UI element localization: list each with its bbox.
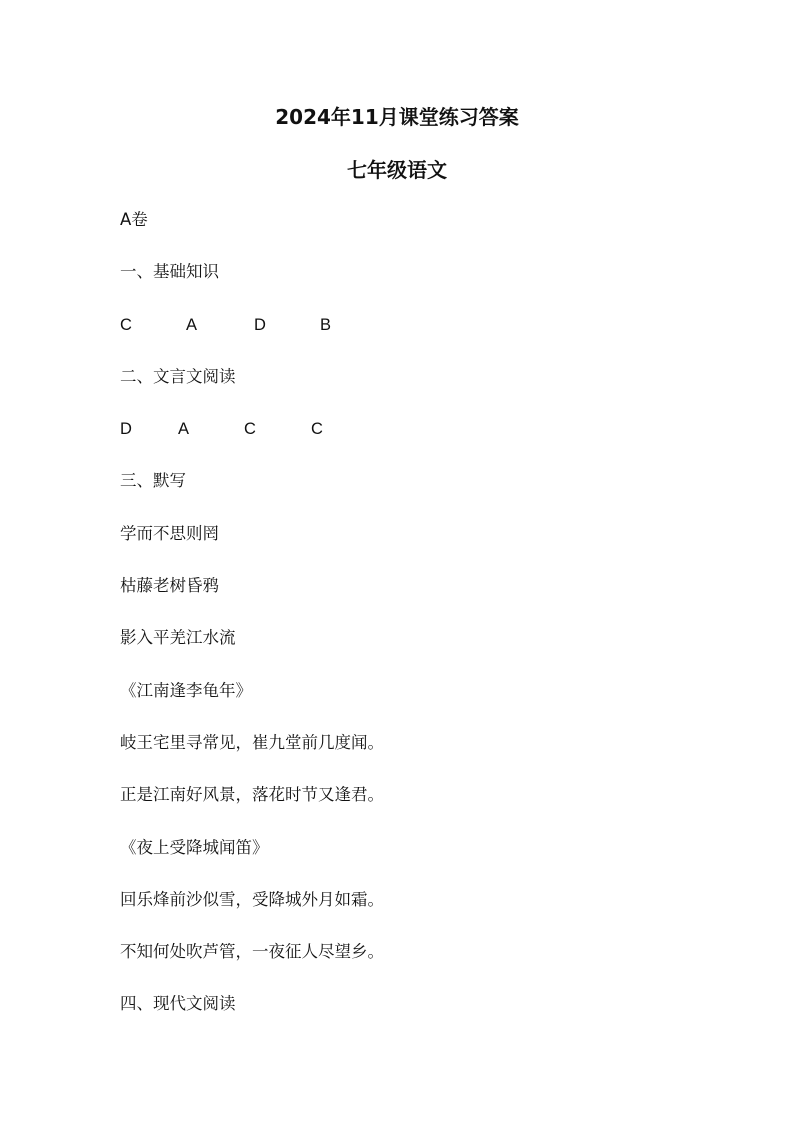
dictation-line: 影入平羌江水流 [120,628,236,648]
section-label-a: A卷 [120,210,148,229]
poem-line: 不知何处吹芦管，一夜征人尽望乡。 [120,942,384,962]
poem-line: 正是江南好风景，落花时节又逢君。 [120,785,384,805]
answer-item: D [254,315,266,334]
answer-item: A [186,315,198,334]
answer-item: C [120,315,132,334]
answer-content [120,209,740,1046]
poem-line: 回乐烽前沙似雪，受降城外月如霜。 [120,889,384,909]
document-title: 2024年11月课堂练习答案 [275,105,519,129]
dictation-line: 枯藤老树昏鸦 [120,576,219,596]
dictation-line: 学而不思则罔 [120,523,219,543]
poem-title: 《江南逢李龟年》 [120,680,252,700]
part4-heading: 四、现代文阅读 [120,994,236,1014]
answer-item: D [120,420,132,439]
part1-answers [120,314,740,366]
document-subtitle: 七年级语文 [347,158,447,182]
poem-title: 《夜上受降城闻笛》 [120,837,269,857]
poem-line: 岐王宅里寻常见，崔九堂前几度闻。 [120,732,384,752]
answer-item: C [244,420,256,439]
answer-item: B [320,315,332,334]
part2-answers [120,418,740,470]
answer-item: C [311,420,323,439]
part3-heading: 三、默写 [120,471,186,491]
part1-heading: 一、基础知识 [120,262,219,282]
answer-item: A [178,420,190,439]
part2-heading: 二、文言文阅读 [120,366,236,386]
